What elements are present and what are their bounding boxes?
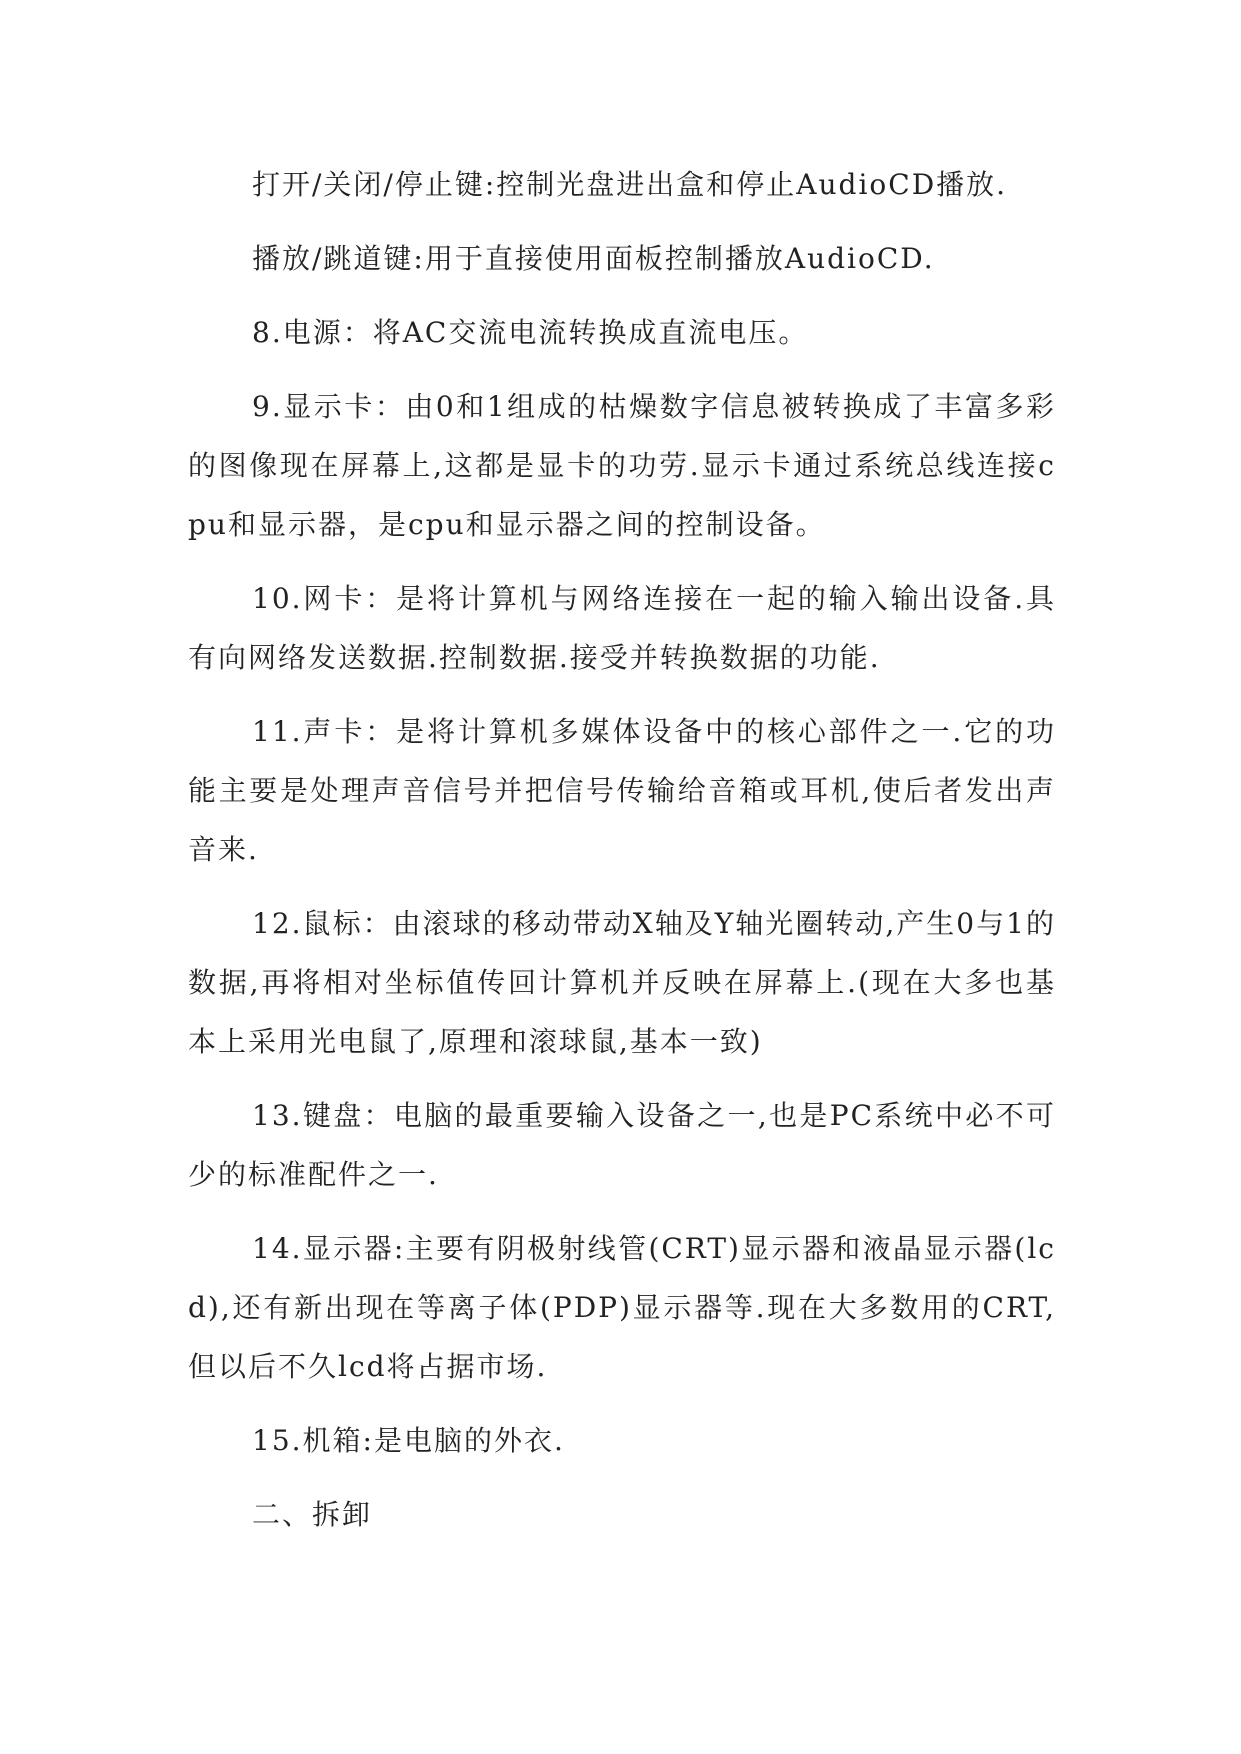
document-body (188, 155, 1056, 1559)
paragraph-play-skip-key: 播放/跳道键:用于直接使用面板控制播放AudioCD. (252, 242, 935, 275)
paragraph-power-supply: 8.电源：将AC交流电流转换成直流电压。 (252, 316, 809, 349)
paragraph-monitor: 14.显示器:主要有阴极射线管(CRT)显示器和液晶显示器(lcd),还有新出现在等离子体(PDP)显示器等.现在大多数用的CRT,但以后不久lcd将占据市场. (188, 1232, 1056, 1383)
paragraph-keyboard: 13.键盘：电脑的最重要输入设备之一,也是PC系统中必不可少的标准配件之一. (188, 1099, 1056, 1191)
paragraph-open-close-stop-key: 打开/关闭/停止键:控制光盘进出盒和停止AudioCD播放. (252, 168, 1008, 201)
section-heading-disassembly: 二、拆卸 (252, 1498, 373, 1531)
paragraph-mouse: 12.鼠标：由滚球的移动带动X轴及Y轴光圈转动,产生0与1的数据,再将相对坐标值传回计算机并反映在屏幕上.(现在大多也基本上采用光电鼠了,原理和滚球鼠,基本一致) (188, 907, 1056, 1058)
paragraph-network-card: 10.网卡：是将计算机与网络连接在一起的输入输出设备.具有向网络发送数据.控制数据.接受并转换数据的功能. (188, 582, 1056, 674)
paragraph-graphics-card: 9.显示卡：由0和1组成的枯燥数字信息被转换成了丰富多彩的图像现在屏幕上,这都是显卡的功劳.显示卡通过系统总线连接cpu和显示器，是cpu和显示器之间的控制设备。 (188, 390, 1056, 541)
paragraph-sound-card: 11.声卡：是将计算机多媒体设备中的核心部件之一.它的功能主要是处理声音信号并把信号传输给音箱或耳机,使后者发出声音来. (188, 715, 1056, 866)
paragraph-case: 15.机箱:是电脑的外衣. (252, 1424, 565, 1457)
